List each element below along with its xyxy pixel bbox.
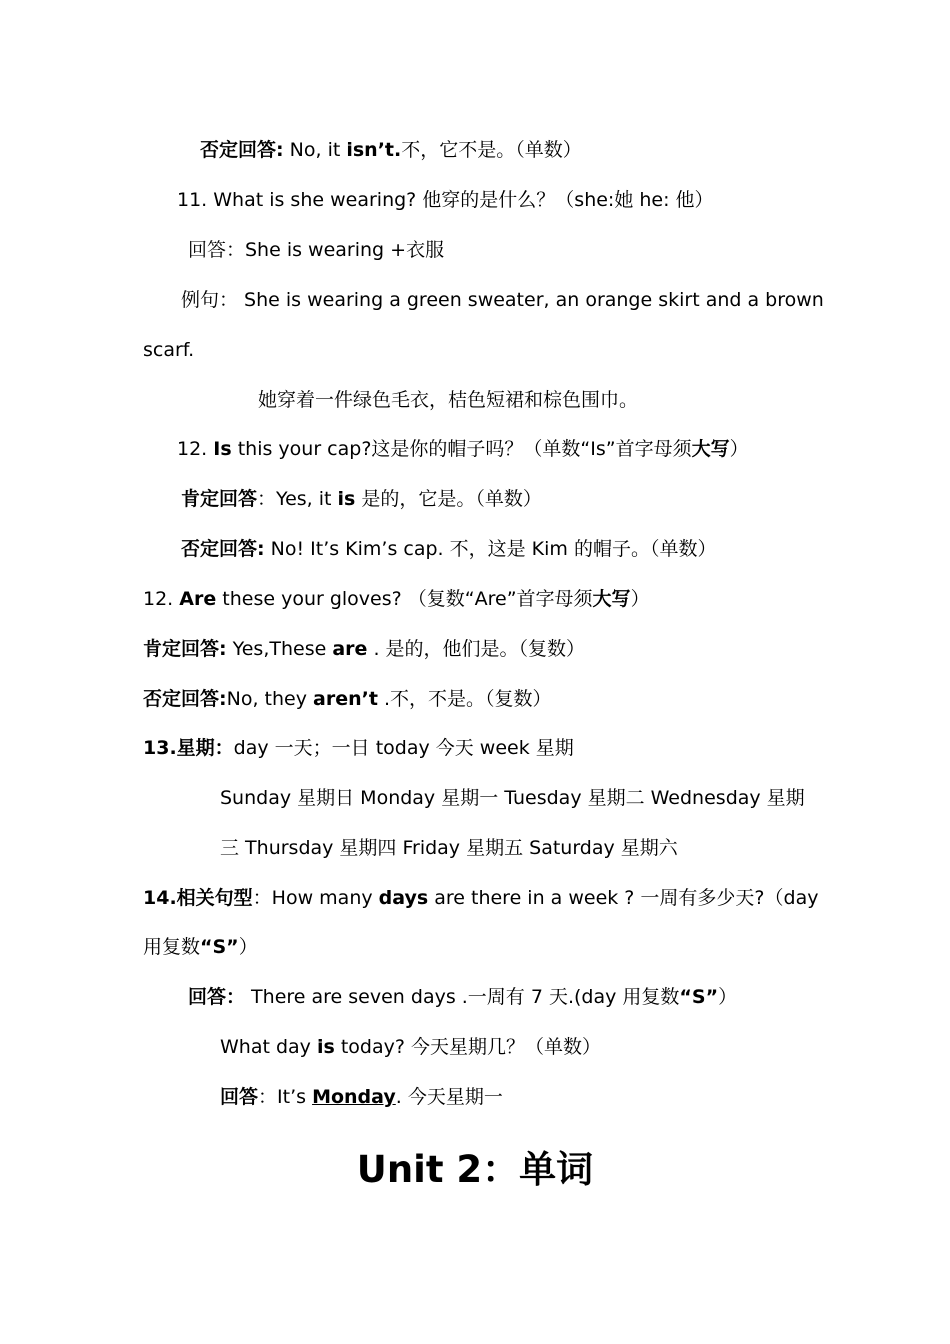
weekday-list-2: 三 Thursday 星期四 Friday 星期五 Saturday 星期六: [220, 837, 678, 859]
item-14-pattern: 14.相关句型：How many days are there in a week ? 一周有多少天?（day: [143, 887, 819, 909]
item-12b-question: 12. Are these your gloves? （复数“Are”首字母须大写）: [143, 588, 650, 610]
negative-answer-line: 否定回答: No, it isn’t.不，它不是。（单数）: [200, 139, 582, 161]
item-13-weekdays: 13.星期：day 一天；一日 today 今天 week 星期: [143, 737, 574, 759]
item-11-question: 11. What is she wearing? 他穿的是什么？（she:她 he: 他）: [177, 189, 714, 211]
item-11-example-translation: 她穿着一件绿色毛衣，桔色短裙和棕色围巾。: [258, 389, 639, 411]
item-14-answer: 回答： There are seven days .一周有 7 天.(day 用复数“S”）: [188, 986, 738, 1008]
item-12a-question: 12. Is this your cap?这是你的帽子吗？（单数“Is”首字母须大写）: [177, 438, 749, 460]
item-12a-negative: 否定回答: No! It’s Kim’s cap. 不，这是 Kim 的帽子。（单数）: [181, 538, 717, 560]
item-14-pattern-cont: 用复数“S”）: [143, 936, 258, 958]
item-11-answer: 回答：She is wearing +衣服: [188, 239, 445, 261]
item-11-example: 例句： She is wearing a green sweater, an orange skirt and a brown: [181, 289, 824, 311]
item-12b-negative: 否定回答:No, they aren’t .不，不是。（复数）: [143, 688, 552, 710]
item-14-question-2: What day is today? 今天星期几？（单数）: [220, 1036, 601, 1058]
item-12a-positive: 肯定回答：Yes, it is 是的，它是。（单数）: [181, 488, 542, 510]
item-12b-positive: 肯定回答: Yes,These are . 是的，他们是。（复数）: [143, 638, 586, 660]
item-11-example-cont: scarf.: [143, 339, 195, 361]
item-14-answer-2: 回答：It’s Monday. 今天星期一: [220, 1086, 503, 1108]
label-negative-answer: 否定回答:: [200, 139, 284, 161]
section-title: Unit 2：单词: [356, 1148, 594, 1191]
weekday-list-1: Sunday 星期日 Monday 星期一 Tuesday 星期二 Wednesday 星期: [220, 787, 805, 809]
